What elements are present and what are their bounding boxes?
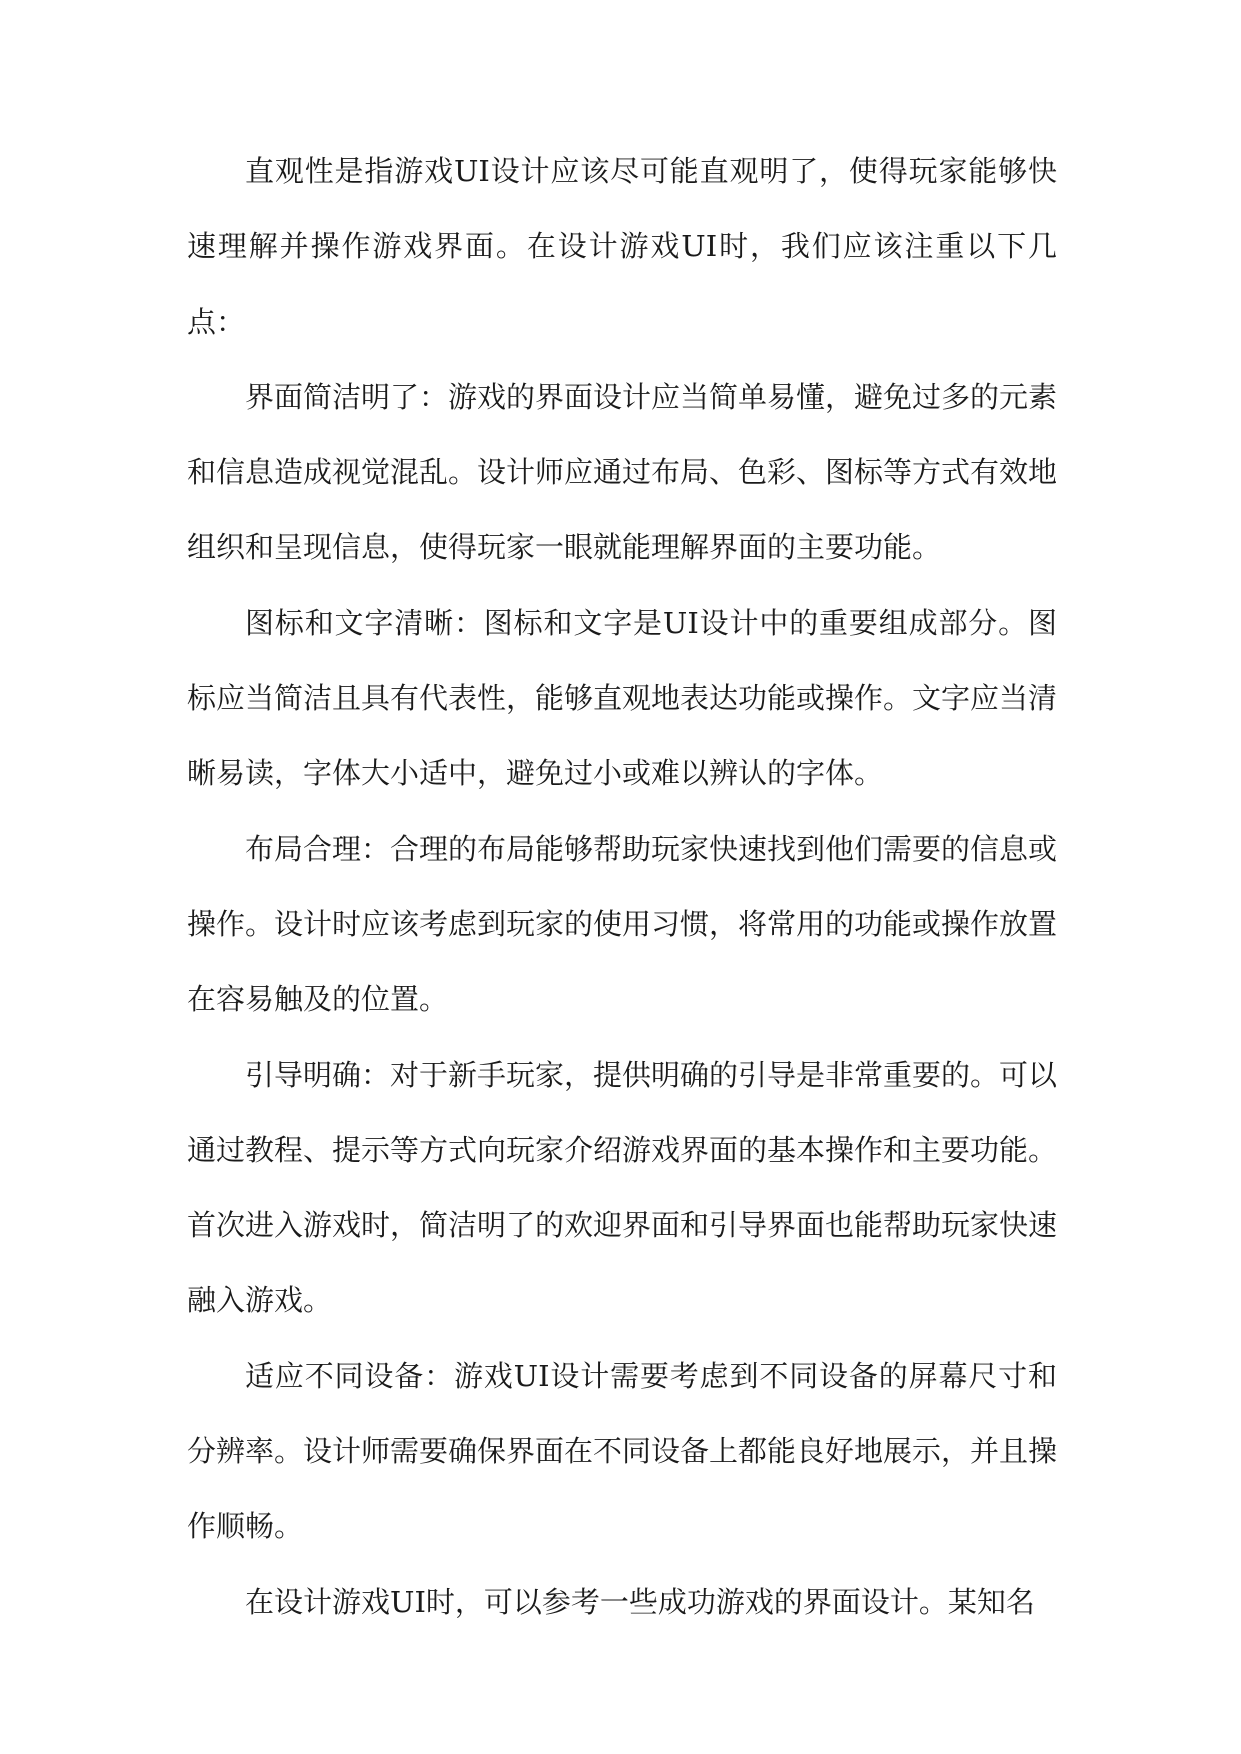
paragraph-reasonable-layout: 布局合理：合理的布局能够帮助玩家快速找到他们需要的信息或操作。设计时应该考虑到玩家的使用习惯，将常用的功能或操作放置在容易触及的位置。: [187, 831, 1058, 1017]
paragraph-intuitiveness: 直观性是指游戏UI设计应该尽可能直观明了，使得玩家能够快速理解并操作游戏界面。在设计游戏UI时，我们应该注重以下几点：: [187, 154, 1057, 339]
paragraph-reference-designs: 在设计游戏UI时，可以参考一些成功游戏的界面设计。某知名: [245, 1584, 1035, 1619]
paragraph-device-adaptation: 适应不同设备：游戏UI设计需要考虑到不同设备的屏幕尺寸和分辨率。设计师需要确保界面在不同设备上都能良好地展示，并且操作顺畅。: [187, 1358, 1058, 1544]
document-body: [187, 134, 1057, 1640]
paragraph-simple-interface: 界面简洁明了：游戏的界面设计应当简单易懂，避免过多的元素和信息造成视觉混乱。设计师应通过布局、色彩、图标等方式有效地组织和呈现信息，使得玩家一眼就能理解界面的主要功能。: [187, 379, 1058, 565]
paragraph-clear-guidance: 引导明确：对于新手玩家，提供明确的引导是非常重要的。可以通过教程、提示等方式向玩家介绍游戏界面的基本操作和主要功能。首次进入游戏时，简洁明了的欢迎界面和引导界面也能帮助玩家快速融入游戏。: [187, 1057, 1058, 1318]
paragraph-clear-icons-text: 图标和文字清晰：图标和文字是UI设计中的重要组成部分。图标应当简洁且具有代表性，能够直观地表达功能或操作。文字应当清晰易读，字体大小适中，避免过小或难以辨认的字体。: [187, 605, 1058, 791]
